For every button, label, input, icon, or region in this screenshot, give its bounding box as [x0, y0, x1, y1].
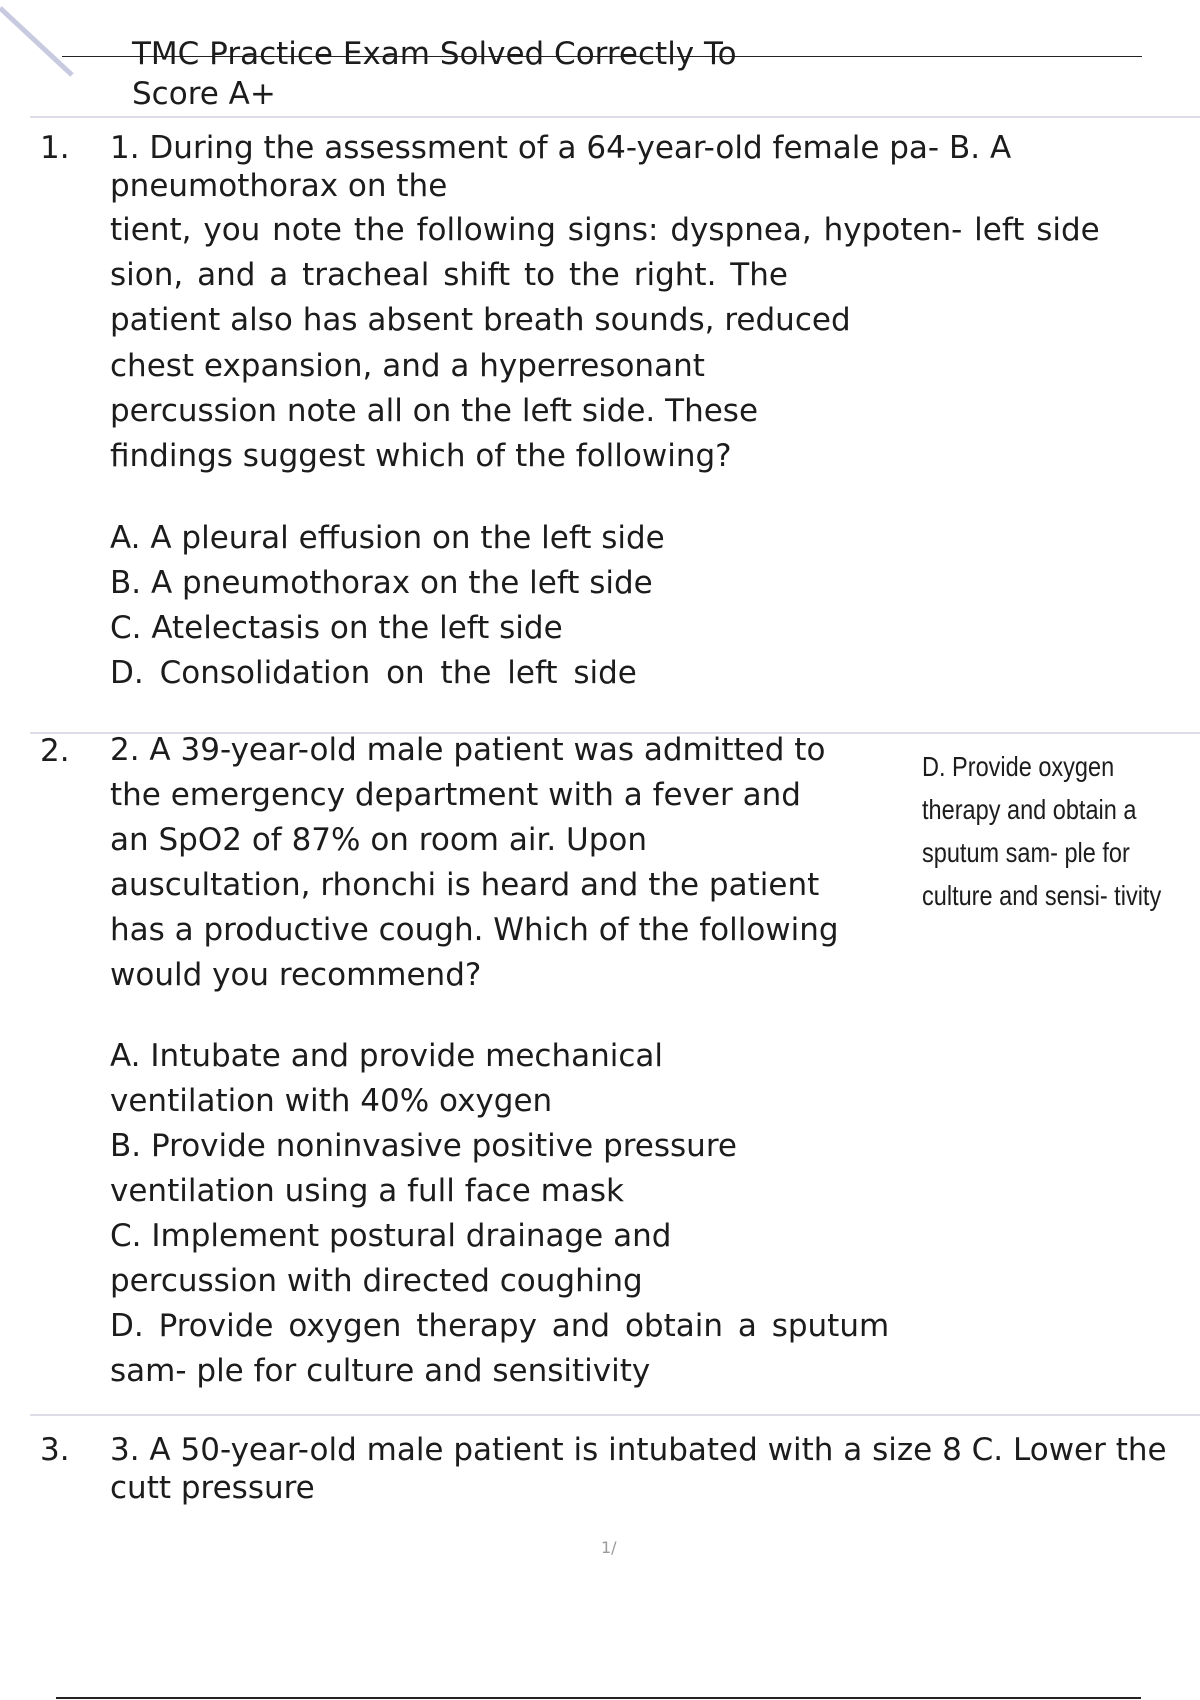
question-2-options: [110, 1034, 889, 1394]
option-c: C. Atelectasis on the left side: [110, 610, 563, 646]
stem-line: auscultation, rhonchi is heard and the patient: [110, 867, 820, 903]
title-line-2: Score A+: [132, 76, 276, 112]
title-line-1: TMC Practice Exam Solved Correctly To: [132, 36, 737, 72]
answer-line: culture and sensi- tivity: [922, 880, 1162, 911]
stem-line: pneumothorax on the: [110, 168, 448, 204]
stem-line: patient also has absent breath sounds, reduced: [110, 302, 851, 338]
stem-line: sion, and a tracheal shift to the right. The: [110, 257, 788, 293]
question-number: 3.: [40, 1432, 70, 1468]
answer-line: D. Provide oxygen: [922, 751, 1115, 782]
stem-line: 1. During the assessment of a 64-year-old female pa- B. A: [110, 130, 1012, 166]
section-divider: [30, 1414, 1200, 1416]
option-a: A. A pleural effusion on the left side: [110, 520, 665, 556]
option-b-cont: ventilation using a full face mask: [110, 1173, 624, 1209]
stem-line: tient, you note the following signs: dyspnea, hypoten- left side: [110, 212, 1100, 248]
option-b: B. Provide noninvasive positive pressure: [110, 1128, 737, 1164]
option-c-cont: percussion with directed coughing: [110, 1263, 643, 1299]
answer-line: sputum sam- ple for: [922, 837, 1130, 868]
question-2-answer: [922, 745, 1162, 917]
stem-line: would you recommend?: [110, 957, 482, 993]
stem-line: has a productive cough. Which of the following: [110, 912, 839, 948]
question-number: 2.: [40, 733, 70, 769]
option-a: A. Intubate and provide mechanical: [110, 1038, 664, 1074]
option-d-cont: sam- ple for culture and sensitivity: [110, 1353, 651, 1389]
stem-line: findings suggest which of the following?: [110, 438, 732, 474]
question-1-options: [110, 516, 665, 696]
stem-line: 2. A 39-year-old male patient was admitted to: [110, 732, 826, 768]
page-number: 1/: [601, 1538, 617, 1557]
stem-line: 3. A 50-year-old male patient is intubated with a size 8 C. Lower the: [110, 1432, 1167, 1468]
footer-rule: [56, 1697, 1141, 1699]
stem-line: the emergency department with a fever and: [110, 777, 801, 813]
question-2-stem: [110, 728, 839, 998]
answer-line: therapy and obtain a: [922, 794, 1137, 825]
stem-line: chest expansion, and a hyperresonant: [110, 348, 705, 384]
option-c: C. Implement postural drainage and: [110, 1218, 672, 1254]
option-a-cont: ventilation with 40% oxygen: [110, 1083, 553, 1119]
page-title: [132, 34, 737, 114]
option-b: B. A pneumothorax on the left side: [110, 565, 653, 601]
section-divider: [30, 116, 1200, 118]
option-d: D. Consolidation on the left side: [110, 655, 637, 691]
option-d: D. Provide oxygen therapy and obtain a sputum: [110, 1308, 890, 1344]
stem-line: cutt pressure: [110, 1470, 315, 1506]
stem-line: percussion note all on the left side. These: [110, 393, 759, 429]
question-number: 1.: [40, 130, 70, 166]
stem-line: an SpO2 of 87% on room air. Upon: [110, 822, 648, 858]
page-corner-fold: [0, 0, 80, 80]
